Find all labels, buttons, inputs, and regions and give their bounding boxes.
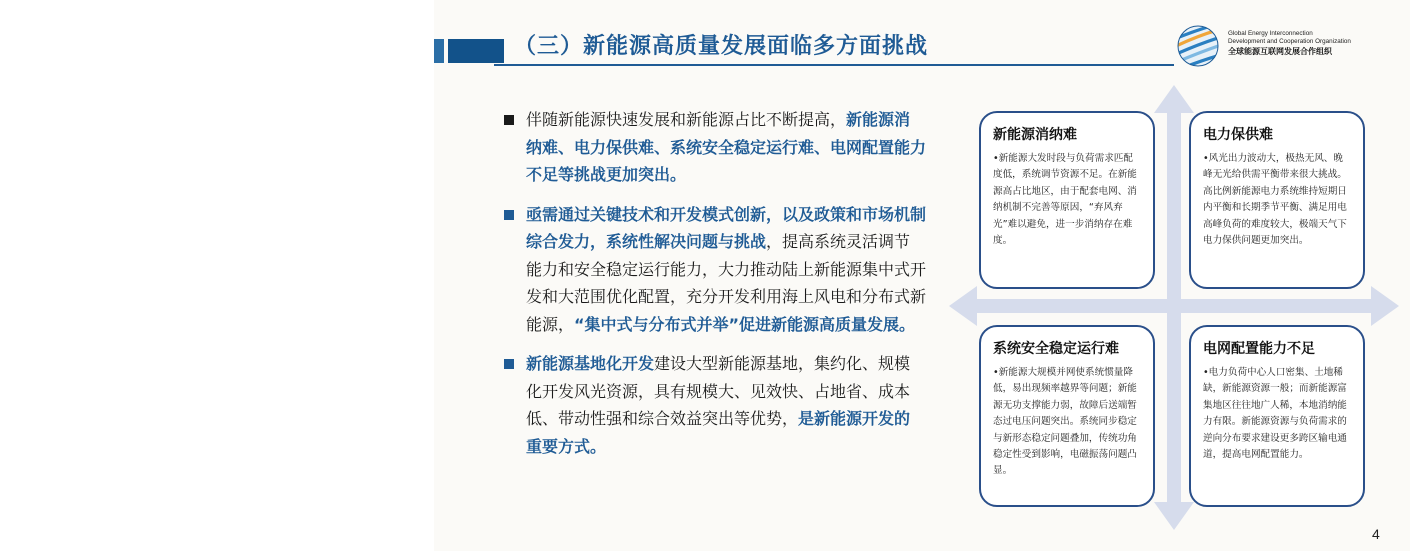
challenge-quadrant bbox=[949, 85, 1399, 530]
card-title: 电力保供难 bbox=[1203, 127, 1273, 143]
bullet-highlight: “集中式与分布式并举”促进新能源高质量发展。 bbox=[574, 314, 916, 334]
slide bbox=[434, 0, 1410, 551]
logo-english-line-1: Global Energy Interconnection bbox=[1228, 30, 1313, 37]
card-title: 系统安全稳定运行难 bbox=[993, 341, 1119, 357]
bullet-text: 建设大型新能源基地，集约化、规模化开发风光资源，具有规模大、见效快、占地省、成本低、带动性强和综合效益突出等优势， bbox=[526, 354, 911, 428]
card-text: •风光出力波动大，极热无风、晚峰无光给供需平衡带来很大挑战。高比例新能源电力系统维持短期日内平衡和长期季节平衡、满足用电高峰负荷的难度较大，极端天气下电力保供问题更加突出。 bbox=[1203, 153, 1347, 247]
card-grid-capacity bbox=[1189, 325, 1365, 507]
title-accent-block bbox=[448, 39, 504, 63]
page-title: （三）新能源高质量发展面临多方面挑战 bbox=[514, 34, 929, 59]
globe-logo-icon bbox=[1176, 24, 1220, 68]
bullet-square-icon bbox=[504, 210, 514, 220]
bullet-text: ，提高系统灵活调节能力和安全稳定运行能力，大力推动陆上新能源集中式开发和大范围优化配置，充分开发利用海上风电和分布式新能源， bbox=[526, 232, 927, 334]
bullet-square-icon bbox=[504, 359, 514, 369]
bullet-highlight: 新能源消纳难、电力保供难、系统安全稳定运行难、电网配置能力不足等挑战更加突出。 bbox=[526, 110, 927, 184]
logo-english-line-2: Development and Cooperation Organization bbox=[1228, 38, 1351, 45]
bullet-item bbox=[504, 201, 926, 339]
card-power-supply bbox=[1189, 111, 1365, 289]
bullet-item bbox=[504, 106, 926, 189]
card-text: •电力负荷中心人口密集、土地稀缺，新能源资源一般；而新能源富集地区往往地广人稀，本地消纳能力有限。新能源资源与负荷需求的逆向分布要求建设更多跨区输电通道，提高电网配置能力。 bbox=[1203, 367, 1347, 461]
logo-text bbox=[1228, 30, 1351, 58]
card-new-energy-absorption bbox=[979, 111, 1155, 289]
bullet-item bbox=[504, 350, 926, 460]
card-text: •新能源大规模并网使系统惯量降低，易出现频率越界等问题；新能源无功支撑能力弱，故障后送端暂态过电压问题突出。系统同步稳定与新形态稳定问题叠加，传统功角稳定性受到影响，电磁振荡问题凸显。 bbox=[993, 367, 1137, 477]
bullet-square-icon bbox=[504, 115, 514, 125]
title-accent-square bbox=[434, 39, 444, 63]
card-title: 电网配置能力不足 bbox=[1203, 341, 1315, 357]
bullet-text: 伴随新能源快速发展和新能源占比不断提高， bbox=[526, 110, 847, 129]
card-system-stability bbox=[979, 325, 1155, 507]
card-title: 新能源消纳难 bbox=[993, 127, 1077, 143]
bullet-list bbox=[504, 106, 926, 472]
title-underline bbox=[494, 64, 1174, 66]
card-text: •新能源大发时段与负荷需求匹配度低，系统调节资源不足。在新能源高占比地区，由于配套电网、消纳机制不完善等原因，“弃风弃光”难以避免，进一步消纳存在难度。 bbox=[993, 153, 1137, 247]
logo-chinese-name: 全球能源互联网发展合作组织 bbox=[1228, 47, 1332, 56]
bullet-highlight: 亟需通过关键技术和开发模式创新，以及政策和市场机制综合发力，系统性解决问题与挑战 bbox=[526, 204, 927, 251]
organization-logo bbox=[1176, 24, 1406, 70]
bullet-highlight: 是新能源开发的重要方式。 bbox=[526, 409, 911, 456]
bullet-highlight: 新能源基地化开发 bbox=[526, 354, 655, 373]
page-number: 4 bbox=[1372, 526, 1380, 542]
